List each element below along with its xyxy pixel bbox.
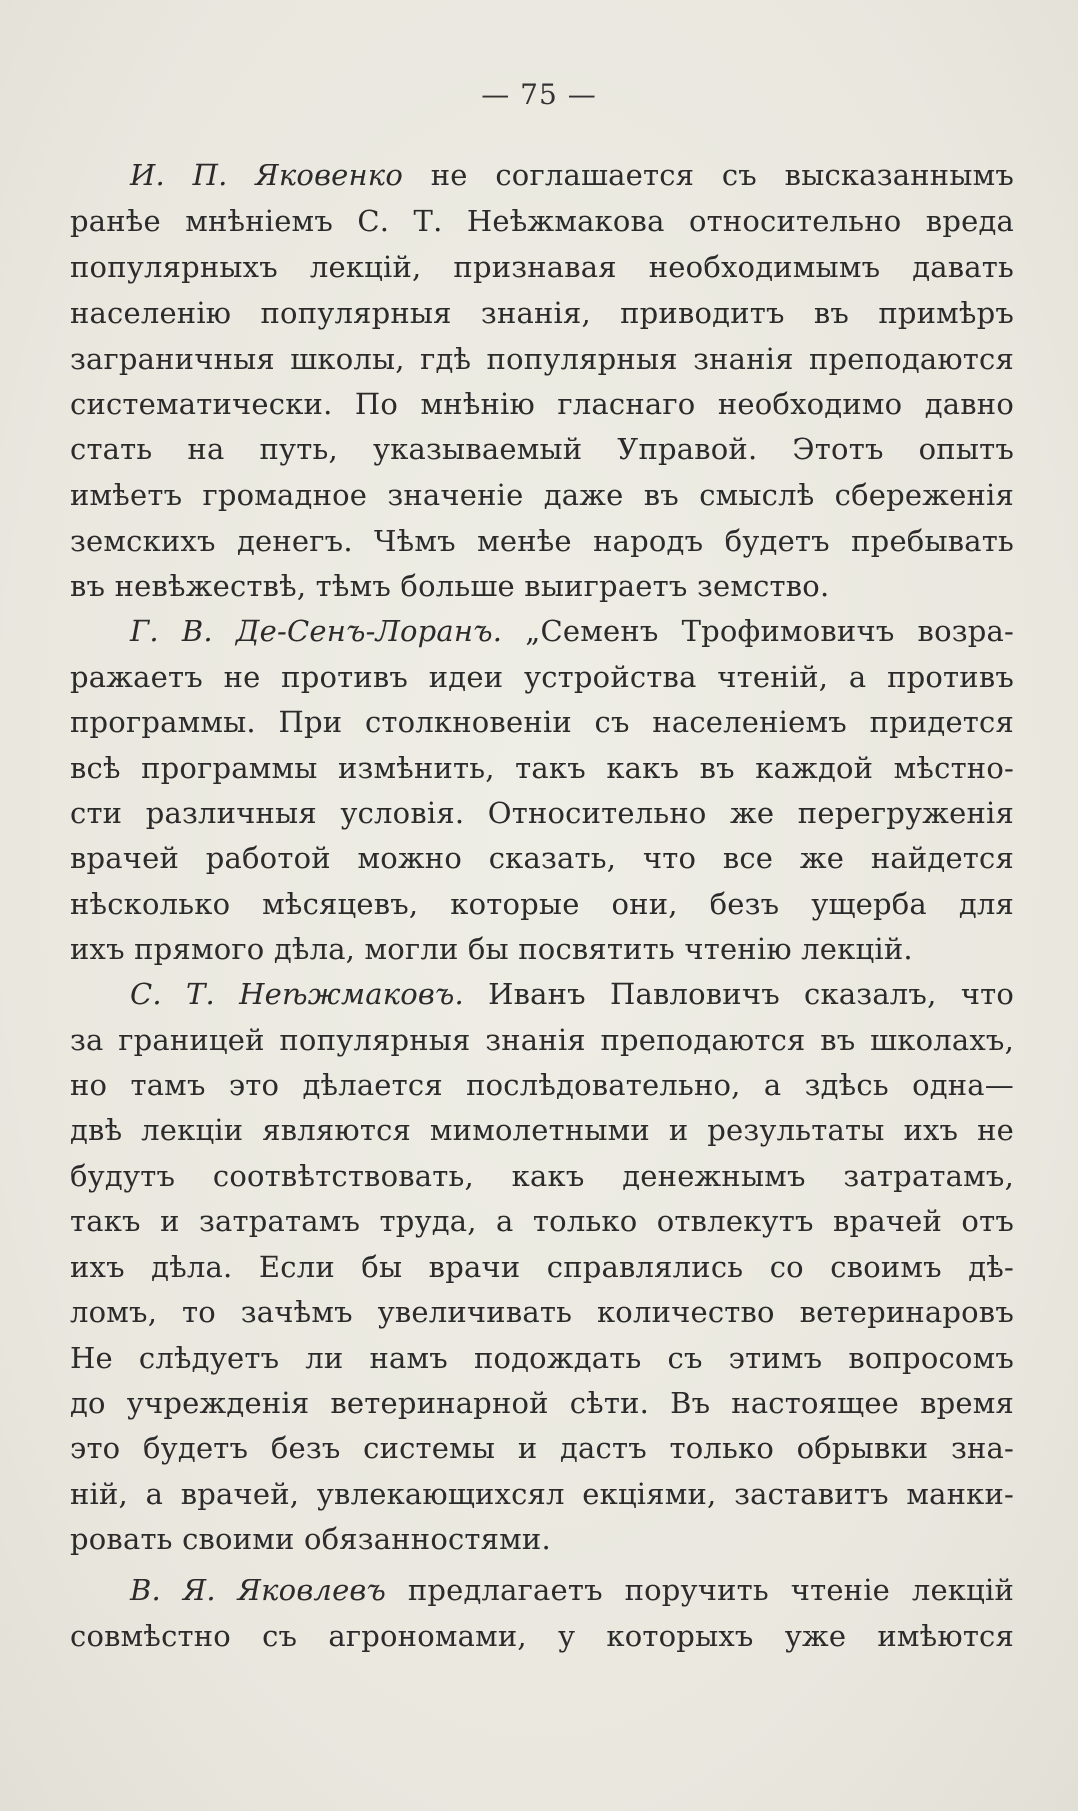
speaker-name: Г. В. Де-Сенъ-Лоранъ. xyxy=(130,614,503,648)
text-line: В. Я. Яковлевъ предлагаетъ поручить чтеніе лекцій xyxy=(130,1573,1014,1607)
text-line: въ невѣжествѣ, тѣмъ больше выиграетъ земство. xyxy=(70,569,830,603)
text-line: земскихъ денегъ. Чѣмъ менѣе народъ будетъ пребывать xyxy=(70,524,1014,558)
speaker-name: И. П. Яковенко xyxy=(130,158,403,192)
text-line: Г. В. Де-Сенъ-Лоранъ. „Семенъ Трофимовичъ возра- xyxy=(130,614,1014,648)
text-line: населенію популярныя знанія, приводитъ въ примѣръ xyxy=(70,296,1014,330)
text-line: это будетъ безъ системы и дастъ только обрывки зна- xyxy=(70,1431,1014,1465)
text-line: стать на путь, указываемый Управой. Этотъ опытъ xyxy=(70,432,1014,466)
text-line: совмѣстно съ агрономами, у которыхъ уже имѣются xyxy=(70,1619,1014,1653)
text-line: сти различныя условія. Относительно же перегруженія xyxy=(70,796,1014,830)
text-line: до учрежденія ветеринарной сѣти. Въ настоящее время xyxy=(70,1386,1014,1420)
text-line: популярныхъ лекцій, признавая необходимымъ давать xyxy=(70,250,1014,284)
text-line: двѣ лекціи являются мимолетными и результаты ихъ не xyxy=(70,1113,1014,1147)
text-line: ломъ, то зачѣмъ увеличивать количество ветеринаровъ xyxy=(70,1295,1014,1329)
text-line: систематически. По мнѣнію гласнаго необходимо давно xyxy=(70,387,1014,421)
text-line: врачей работой можно сказать, что все же найдется xyxy=(70,841,1014,875)
text-line: всѣ программы измѣнить, такъ какъ въ каждой мѣстно- xyxy=(70,751,1014,785)
text-line: ранѣе мнѣніемъ С. Т. Неѣжмакова относительно вреда xyxy=(70,204,1014,238)
text-line: ровать своими обязанностями. xyxy=(70,1522,551,1556)
text-line: ихъ прямого дѣла, могли бы посвятить чтенію лекцій. xyxy=(70,932,913,966)
text-line: но тамъ это дѣлается послѣдовательно, а здѣсь одна— xyxy=(70,1068,1014,1102)
text-line: такъ и затратамъ труда, а только отвлекутъ врачей отъ xyxy=(70,1204,1014,1238)
text-line: ній, а врачей, увлекающихсял екціями, заставитъ манки- xyxy=(70,1477,1014,1511)
text-line: за границей популярныя знанія преподаются въ школахъ, xyxy=(70,1023,1014,1057)
page-number: — 75 — xyxy=(481,78,597,111)
text-line: будутъ соотвѣтствовать, какъ денежнымъ затратамъ, xyxy=(70,1159,1014,1193)
text-line: И. П. Яковенко не соглашается съ высказаннымъ xyxy=(130,158,1015,192)
text-line: программы. При столкновеніи съ населеніемъ придется xyxy=(70,705,1014,739)
text-line: нѣсколько мѣсяцевъ, которые они, безъ ущерба для xyxy=(70,887,1014,921)
text-line: заграничныя школы, гдѣ популярныя знанія преподаются xyxy=(70,342,1014,376)
text-line: Не слѣдуетъ ли намъ подождать съ этимъ вопросомъ xyxy=(70,1341,1014,1375)
text-line: С. Т. Неѣжмаковъ. Иванъ Павловичъ сказалъ, что xyxy=(130,977,1014,1011)
speaker-name: В. Я. Яковлевъ xyxy=(130,1573,387,1607)
speaker-name: С. Т. Неѣжмаковъ. xyxy=(130,977,464,1011)
text-line: ражаетъ не противъ идеи устройства чтеній, а противъ xyxy=(70,660,1014,694)
text-line: имѣетъ громадное значеніе даже въ смыслѣ сбереженія xyxy=(70,478,1014,512)
text-line: ихъ дѣла. Если бы врачи справлялись со своимъ дѣ- xyxy=(70,1250,1014,1284)
